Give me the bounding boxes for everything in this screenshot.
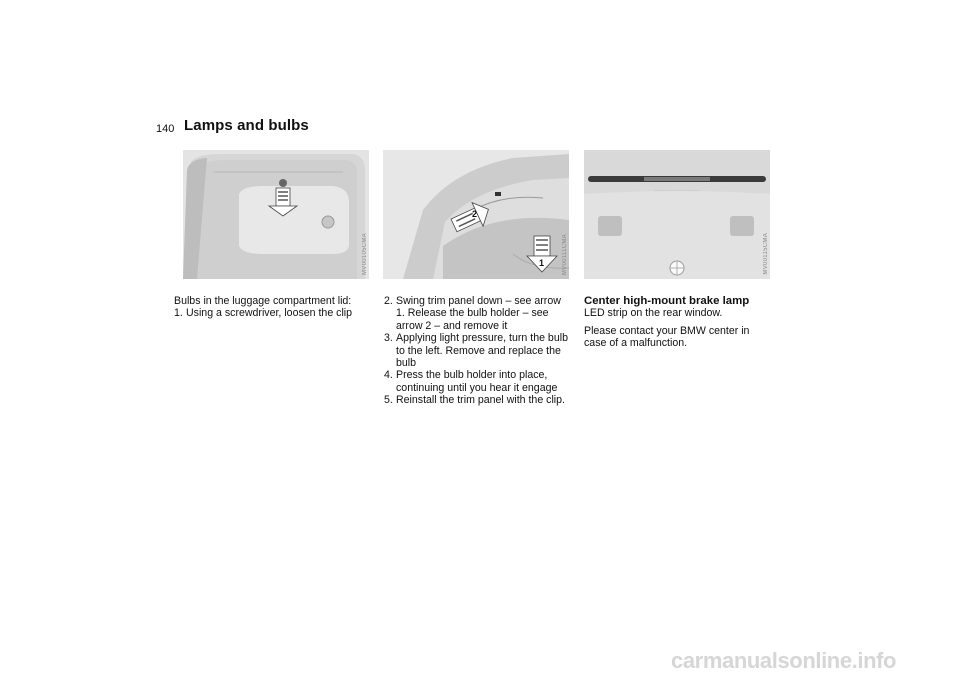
figure-brake-lamp: [584, 150, 770, 279]
intro-text: Bulbs in the luggage compartment lid:: [174, 295, 352, 307]
section-heading: Center high-mount brake lamp: [584, 295, 750, 307]
figure-luggage-lid-clip: [183, 150, 369, 279]
arrow-1-label: 1: [539, 258, 545, 268]
brake-lamp-illustration: [584, 150, 770, 279]
text-column-1: [174, 295, 360, 320]
list-item: [384, 369, 570, 394]
figure-code: MV00105CMA: [362, 232, 368, 275]
luggage-lid-illustration: [183, 150, 369, 279]
list-item: [384, 394, 570, 406]
step-number: 4.: [384, 369, 393, 382]
list-item: [384, 332, 570, 369]
figure-code: MV00115CMA: [763, 233, 769, 275]
arrow-2-label: 2: [472, 209, 478, 219]
body-text: LED strip on the rear window.: [584, 307, 723, 320]
step-number: 1.: [174, 307, 183, 320]
body-text: Please contact your BMW center in case of a malfunction.: [584, 324, 750, 350]
list-item: [174, 307, 360, 319]
list-item: [384, 295, 570, 332]
figure-trim-panel-arrows: [383, 150, 569, 279]
step-text: Press the bulb holder into place, continuing until you hear it engage: [396, 369, 558, 394]
step-text: Using a screwdriver, loosen the clip: [186, 307, 353, 320]
steps-list: [384, 295, 570, 407]
watermark-text: carmanualsonline.info: [671, 648, 897, 673]
step-text: Reinstall the trim panel with the clip.: [396, 394, 565, 407]
trim-panel-illustration: [383, 150, 569, 279]
page-title: Lamps and bulbs: [184, 117, 309, 134]
page-number: 140: [156, 123, 175, 135]
step-number: 2.: [384, 295, 393, 307]
steps-list: [174, 307, 360, 319]
step-text: Swing trim panel down – see arrow 1. Release the bulb holder – see arrow 2 – and remove it: [396, 295, 561, 332]
step-text: Applying light pressure, turn the bulb to the left. Remove and replace the bulb: [396, 332, 568, 370]
step-number: 5.: [384, 394, 393, 407]
text-column-3: [584, 295, 770, 350]
text-column-2: [384, 295, 570, 407]
figure-code: MV00111CMA: [562, 233, 568, 275]
step-number: 3.: [384, 332, 393, 345]
